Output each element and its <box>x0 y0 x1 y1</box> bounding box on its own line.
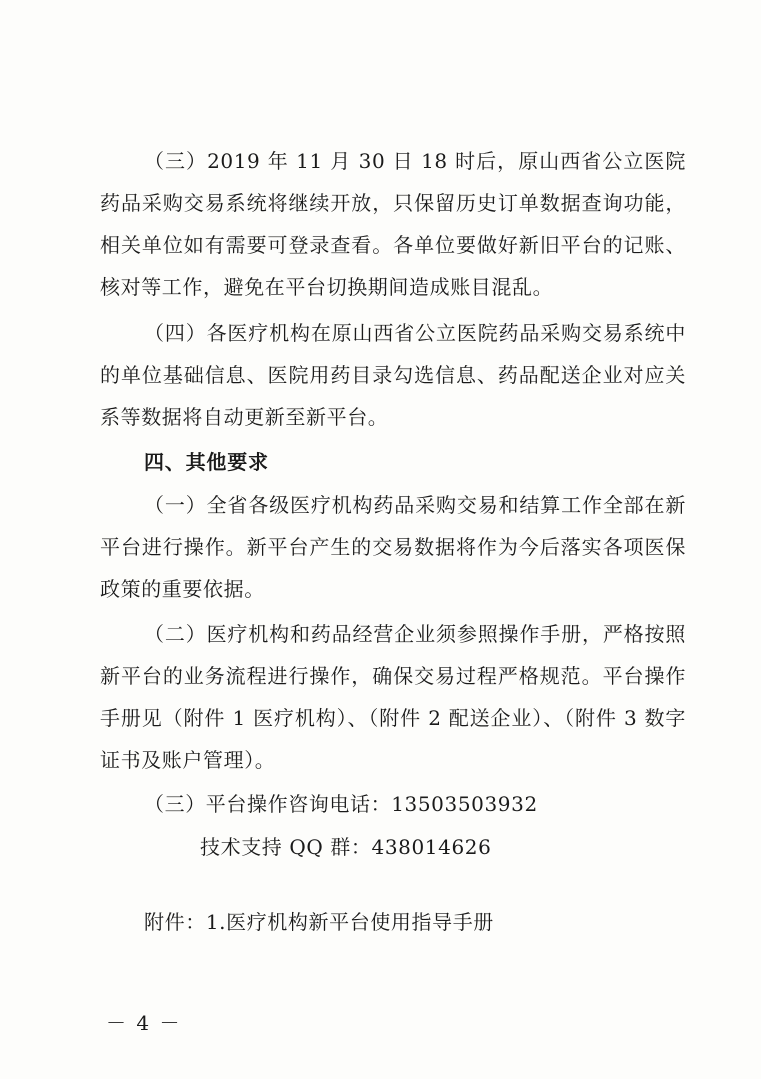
requirement-2: （二）医疗机构和药品经营企业须参照操作手册，严格按照新平台的业务流程进行操作，确保交易过程严格规范。平台操作手册见（附件 1 医疗机构）、（附件 2 配送企业）、（附件 3 数字证书及账户管理）。 <box>100 622 686 772</box>
attachment-line <box>144 901 494 943</box>
requirement-3-qq: 技术支持 QQ 群：438014626 <box>200 835 492 859</box>
requirement-3-phone: （三）平台操作咨询电话：13503503932 <box>144 792 538 816</box>
attachment-item: 1.医疗机构新平台使用指导手册 <box>205 910 494 934</box>
section-heading: 四、其他要求 <box>144 450 269 474</box>
paragraph-4: （四）各医疗机构在原山西省公立医院药品采购交易系统中的单位基础信息、医院用药目录勾选信息、药品配送企业对应关系等数据将自动更新至新平台。 <box>100 321 686 429</box>
page-number: － 4 － <box>106 1011 182 1035</box>
attachment-label: 附件： <box>144 910 206 934</box>
paragraph-3: （三）2019 年 11 月 30 日 18 时后，原山西省公立医院药品采购交易系统将继续开放，只保留历史订单数据查询功能，相关单位如有需要可登录查看。各单位要做好新旧平台的记账、核对等工作，避免在平台切换期间造成账目混乱。 <box>100 149 686 299</box>
requirement-1: （一）全省各级医疗机构药品采购交易和结算工作全部在新平台进行操作。新平台产生的交易数据将作为今后落实各项医保政策的重要依据。 <box>100 493 686 601</box>
